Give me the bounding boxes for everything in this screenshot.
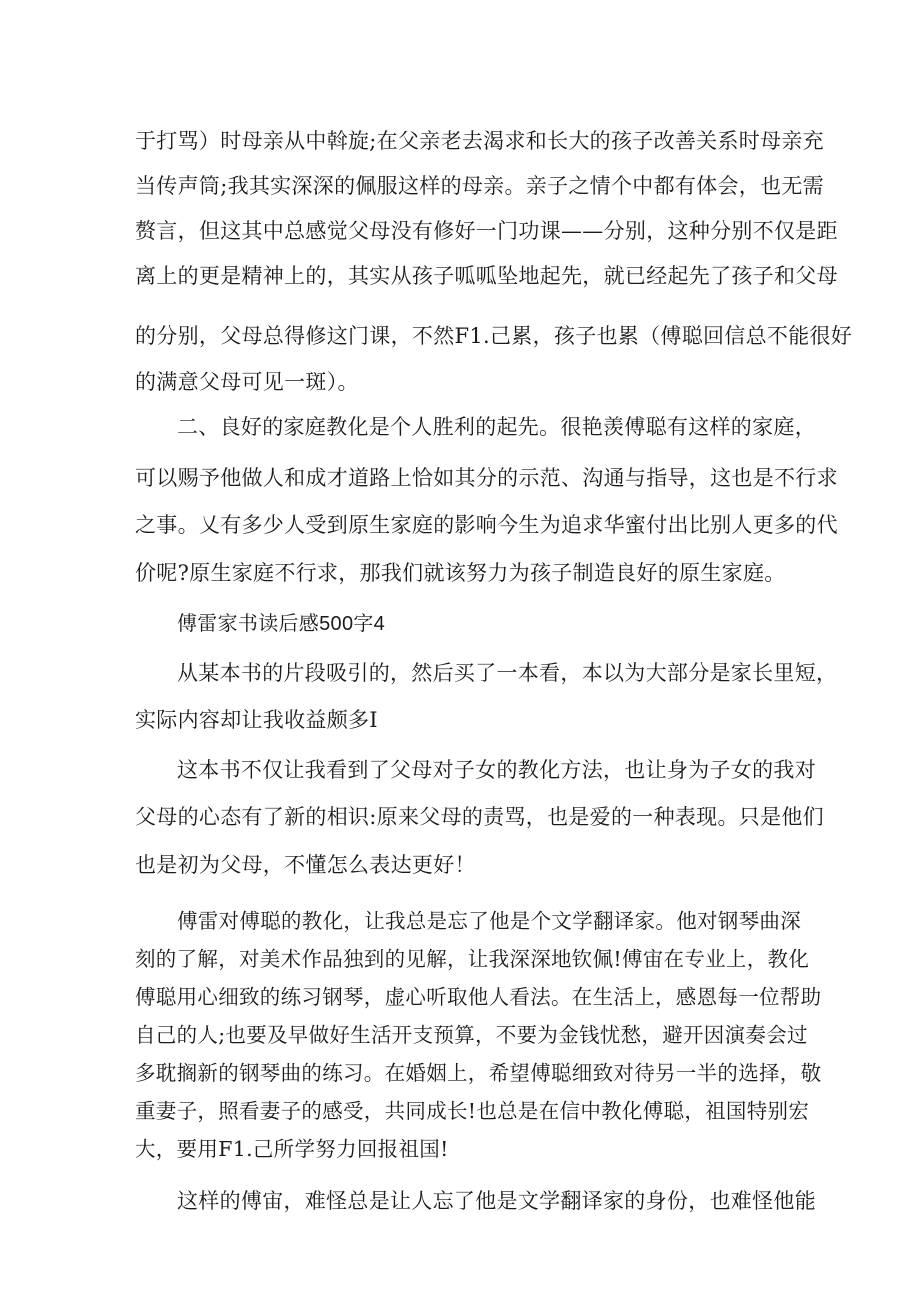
text-line: 可以赐予他做人和成才道路上恰如其分的示范、沟通与指导，这也是不行求	[135, 466, 838, 490]
text-line: 赘言，但这其中总感觉父母没有修好一门功课——分别，这种分别不仅是距	[135, 219, 838, 243]
text-line: 之事。乂有多少人受到原生家庭的影响今生为追求华蜜付出比别人更多的代	[135, 513, 838, 537]
text-line: 实际内容却让我收益颇多I	[135, 708, 378, 732]
text-line: 从某本书的片段吸引的，然后买了一本看，本以为大部分是家长里短，	[177, 661, 838, 685]
text-line: 这样的傅宙，难怪总是让人忘了他是文学翻译家的身份，也难怪他能	[177, 1189, 816, 1213]
text-line: 的满意父母可见一斑）。	[135, 370, 359, 394]
text-line: 这本书不仅让我看到了父母对子女的教化方法，也让身为子女的我对	[177, 758, 816, 782]
text-line: 傅雷对傅聪的教化，让我总是忘了他是个文学翻译家。他对钢琴曲深	[177, 909, 801, 933]
text-line: 多耽搁新的钢琴曲的练习。在婚姻上，希望傅聪细致对待另一半的选择，敬	[135, 1061, 822, 1085]
text-line: 于打骂）时母亲从中斡旋;在父亲老去渴求和长大的孩子改善关系时母亲充	[135, 129, 824, 153]
text-line: 离上的更是精神上的，其实从孩子呱呱坠地起先，就已经起先了孩子和父母	[135, 264, 838, 288]
text-line: 价呢?原生家庭不行求，那我们就该努力为孩子制造良好的原生家庭。	[135, 561, 786, 585]
section-heading: 傅雷家书读后感500字4	[177, 613, 386, 635]
text-line: 傅聪用心细致的练习钢琴，虚心听取他人看法。在生活上，感恩每一位帮助	[135, 985, 822, 1009]
text-line: 大，要用F1.己所学努力回报祖国!	[135, 1137, 449, 1161]
text-line: 父母的心态有了新的相识:原来父母的责骂，也是爱的一种表现。只是他们	[135, 805, 824, 829]
text-line: 的分别，父母总得修这门课，不然F1.己累，孩子也累（傅聪回信总不能很好	[135, 324, 853, 348]
text-line: 自己的人;也要及早做好生活开支预算，不要为金钱忧愁，避开因演奏会过	[135, 1023, 808, 1047]
text-line: 刻的了解，对美术作品独到的见解，让我深深地钦佩!傅宙在专业上，教化	[135, 947, 810, 971]
text-line: 当传声筒;我其实深深的佩服这样的母亲。亲子之情个中都有体会，也无需	[135, 174, 824, 198]
text-line: 也是初为父母，不懂怎么表达更好！	[135, 853, 476, 877]
text-line: 二、良好的家庭教化是个人胜利的起先。很艳羡傅聪有这样的家庭，	[177, 415, 816, 439]
text-line: 重妻子，照看妻子的感受，共同成长!也总是在信中教化傅聪，祖国特别宏	[135, 1099, 810, 1123]
